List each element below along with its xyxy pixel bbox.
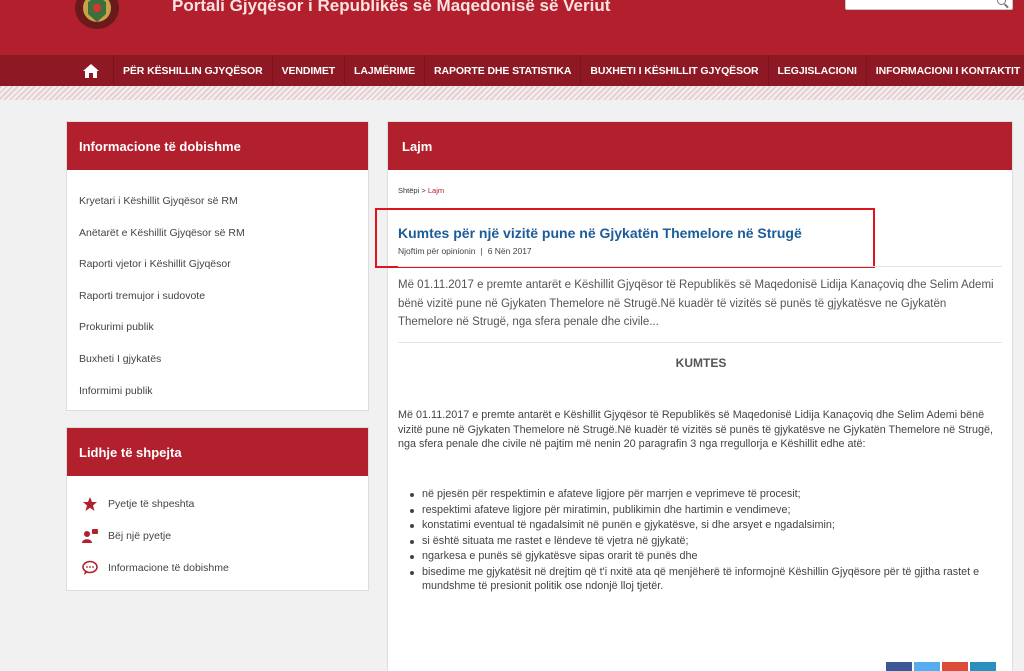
home-icon (82, 63, 100, 79)
list-item: bisedime me gjykatësit në drejtim që t'i nxitë ata që menjëherë të informojnë Këshillin Gjyqësore për të gjitha rastet e mundshme të presionit politik ose ndonjë lloj tjetër. (410, 565, 1010, 594)
quick-link-ask-question-label: Bëj një pyetje (108, 530, 172, 542)
article-category[interactable]: Njoftim për opinionin (398, 246, 476, 256)
divider (398, 342, 1002, 343)
person-question-icon (81, 528, 99, 544)
share-google-button[interactable] (942, 662, 968, 671)
chat-bubble-icon (81, 560, 99, 576)
main-content-panel (387, 121, 1013, 671)
nav-item-about[interactable]: PËR KËSHILLIN GJYQËSOR (114, 55, 273, 86)
sidebar-link-court-budget[interactable]: Buxheti I gjykatës (79, 352, 162, 365)
nav-item-legislation[interactable]: LEGJISLACIONI (769, 55, 867, 86)
article-summary: Më 01.11.2017 e premte antarët e Këshillit Gjyqësor të Republikës së Maqedonisë Lidija Kanaçoviq dhe Selim Ademi bënë vizitë pune në Gjykaten Themelore në Strugë.Në kuadër të vizitës së punës të gjykatësve ne Gjykatën Themelore në Strugë, nga sfera penale dhe civile... (398, 279, 994, 328)
quick-link-faq-label: Pyetje të shpeshta (108, 498, 195, 510)
sidebar-link-procurement[interactable]: Prokurimi publik (79, 321, 154, 334)
sidebar-link-quarterly-report[interactable]: Raporti tremujor i sudovote (79, 289, 206, 302)
sidebar-link-members[interactable]: Anëtarët e Këshillit Gjyqësor së RM (79, 226, 245, 239)
decorative-stripe (0, 86, 1024, 100)
main-nav (0, 55, 1024, 86)
search-input[interactable] (845, 0, 1013, 10)
breadcrumb-current: Lajm (427, 186, 445, 195)
quick-link-ask-question[interactable] (67, 520, 368, 552)
article-bullet-list (410, 487, 1010, 595)
quick-link-useful-info-label: Informacione të dobishme (108, 562, 229, 574)
share-twitter-button[interactable] (914, 662, 940, 671)
search-icon[interactable] (997, 0, 1006, 5)
sidebar-link-public-info[interactable]: Informimi publik (79, 384, 153, 397)
coat-of-arms-logo[interactable] (72, 0, 122, 32)
star-icon (81, 496, 99, 512)
nav-item-contact[interactable]: INFORMACIONI I KONTAKTIT (867, 55, 1024, 86)
useful-info-title: Informacione të dobishme (67, 122, 368, 170)
article-title[interactable]: Kumtes për një vizitë pune në Gjykatën Themelore në Strugë (398, 225, 802, 241)
article-body: Më 01.11.2017 e premte antarët e Këshillit Gjyqësor të Republikës së Maqedonisë Lidija Kanaçoviq dhe Selim Ademi bënë vizitë pune në Gjykaten Themelore në Strugë.Në kuadër të vizitës së punës të gjykatësve ne Gjykatën Themelore në Strugë, nga sfera penale dhe civile në pajtim më nenin 20 paragrafin 3 nga rregullorja e Këshillit edhe atë: (398, 409, 993, 450)
sidebar-link-president[interactable]: Kryetari i Këshillit Gjyqësor së RM (79, 195, 238, 207)
quick-links-panel (66, 427, 369, 591)
useful-info-panel (66, 121, 369, 411)
breadcrumb-home[interactable]: Shtëpi (398, 186, 420, 195)
list-item: ngarkesa e punës së gjykatësve sipas orarit të punës dhe (410, 549, 1010, 564)
list-item: si është situata me rastet e lëndeve të vjetra në gjykatë; (410, 534, 1010, 549)
article-date: 6 Nën 2017 (487, 246, 532, 256)
nav-item-decisions[interactable]: VENDIMET (273, 55, 345, 86)
quick-link-useful-info[interactable] (67, 552, 368, 584)
main-panel-title: Lajm (388, 122, 1012, 170)
breadcrumb-separator: > (421, 186, 426, 195)
share-email-button[interactable] (970, 662, 996, 671)
share-facebook-button[interactable] (886, 662, 912, 671)
top-header (0, 0, 1024, 55)
quick-link-faq[interactable] (67, 488, 368, 520)
sidebar-link-annual-report[interactable]: Raporti vjetor i Këshillit Gjyqësor (79, 258, 231, 271)
list-item: respektimi afateve ligjore për miratimin, publikimin dhe hartimin e vendimeve; (410, 503, 1010, 518)
nav-item-reports[interactable]: RAPORTE DHE STATISTIKA (425, 55, 581, 86)
meta-separator: | (480, 246, 483, 256)
article-meta (398, 246, 532, 256)
nav-item-budget[interactable]: BUXHETI I KËSHILLIT GJYQËSOR (581, 55, 768, 86)
breadcrumb (398, 186, 444, 195)
list-item: konstatimi eventual të ngadalsimit në punën e gjykatësve, si dhe arsyet e ngadalsimin; (410, 518, 1010, 533)
nav-item-announcements[interactable]: LAJMËRIME (345, 55, 425, 86)
divider (398, 266, 1002, 267)
nav-home-button[interactable] (68, 55, 114, 86)
article-heading: KUMTES (675, 356, 727, 370)
list-item: në pjesën për respektimin e afateve ligjore për marrjen e veprimeve të procesit; (410, 487, 1010, 502)
site-title[interactable]: Portali Gjyqësor i Republikës së Maqedonisë së Veriut (172, 0, 611, 15)
quick-links-title: Lidhje të shpejta (67, 428, 368, 476)
